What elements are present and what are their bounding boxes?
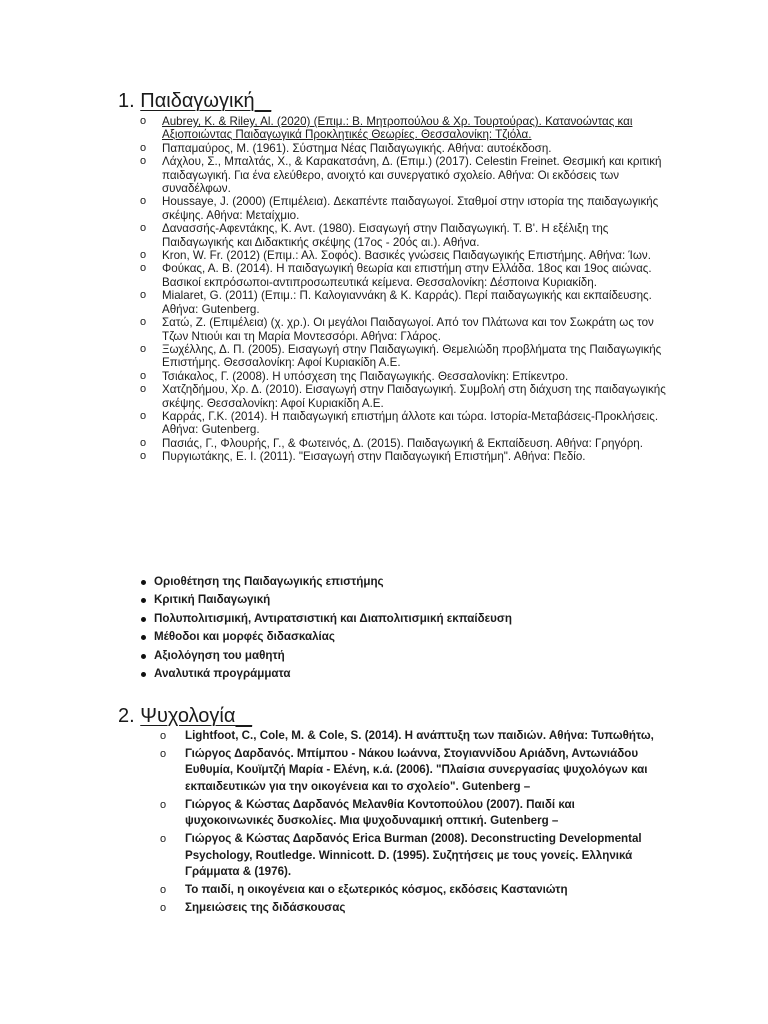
pedagogy-references-list bbox=[140, 115, 680, 464]
reference-item: o Φούκας, Α. Β. (2014). Η παιδαγωγική θεωρία και επιστήμη στην Ελλάδα. 18ος και 19ος αιώνας. Βασικοί εκπρόσωποι-αντιπροσωπευτικά κείμενα. Θεσσαλονίκη: Δέσποινα Κυριακίδη. bbox=[140, 262, 680, 289]
section-heading-psychology bbox=[118, 705, 252, 728]
reference-item: o Mialaret, G. (2011) (Επιμ.: Π. Καλογιαννάκη & Κ. Καρράς). Περί παιδαγωγικής και εκπαίδευσης. Αθήνα: Gutenberg. bbox=[140, 289, 680, 316]
topic-item: Πολυπολιτισμική, Αντιρατσιστική και Διαπολιτισμική εκπαίδευση bbox=[140, 610, 680, 628]
reference-item: o Lightfoot, C., Cole, M. & Cole, S. (2014). Η ανάπτυξη των παιδιών. Αθήνα: Τυπωθήτω, bbox=[160, 728, 660, 745]
reference-item: o Γιώργος Δαρδανός. Μπίμπου - Νάκου Ιωάννα, Στογιαννίδου Αριάδνη, Αντωνιάδου Ευθυμία, Κουϊμτζή Μαρία - Ελένη, κ.ά. (2006). "Πλαίσια συνεργασίας ψυχολόγων και εκπαιδευτικών για την οικογένεια και το σχολείο". Gutenberg – bbox=[160, 746, 660, 796]
reference-item: o Houssaye, J. (2000) (Επιμέλεια). Δεκαπέντε παιδαγωγοί. Σταθμοί στην ιστορία της παιδαγωγικής σκέψης. Αθήνα: Μεταίχμιο. bbox=[140, 195, 680, 222]
reference-item: o Χατζηδήμου, Χρ. Δ. (2010). Εισαγωγή στην Παιδαγωγική. Συμβολή στη διάχυση της παιδαγωγικής σκέψης. Θεσσαλονίκη: Αφοί Κυριακίδη Α.Ε. bbox=[140, 383, 680, 410]
topics-list bbox=[140, 573, 680, 683]
reference-item: o Καρράς, Γ.Κ. (2014). Η παιδαγωγική επιστήμη άλλοτε και τώρα. Ιστορία-Μεταβάσεις-Προκλήσεις. Αθήνα: Gutenberg. bbox=[140, 410, 680, 437]
reference-item: o Σημειώσεις της διδάσκουσας bbox=[160, 900, 660, 917]
reference-item: o Γιώργος & Κώστας Δαρδανός Μελανθία Κοντοπούλου (2007). Παιδί και ψυχοκοινωνικές δυσκολίες. Μια ψυχοδυναμική οπτική. Gutenberg – bbox=[160, 797, 660, 830]
section-title: Ψυχολογία bbox=[140, 705, 236, 727]
topic-item: Αναλυτικά προγράμματα bbox=[140, 665, 680, 683]
reference-item: o Το παιδί, η οικογένεια και ο εξωτερικός κόσμος, εκδόσεις Καστανιώτη bbox=[160, 882, 660, 899]
topic-item: Μέθοδοι και μορφές διδασκαλίας bbox=[140, 628, 680, 646]
topic-item: Οριοθέτηση της Παιδαγωγικής επιστήμης bbox=[140, 573, 680, 591]
topic-item: Κριτική Παιδαγωγική bbox=[140, 591, 680, 609]
reference-item: o Δανασσής-Αφεντάκης, Κ. Αντ. (1980). Εισαγωγή στην Παιδαγωγική. Τ. Β'. Η εξέλιξη της Παιδαγωγικής και Διδακτικής σκέψης (17ος - 20ός αι.). Αθήνα. bbox=[140, 222, 680, 249]
reference-item: o Τσιάκαλος, Γ. (2008). Η υπόσχεση της Παιδαγωγικής. Θεσσαλονίκη: Επίκεντρο. bbox=[140, 370, 680, 383]
psychology-references-list bbox=[160, 728, 660, 918]
reference-item: o Γιώργος & Κώστας Δαρδανός Erica Burman (2008). Deconstructing Developmental Psychology, Routledge. Winnicott. D. (1995). Συζητήσεις με τους γονείς. Ελληνικά Γράμματα & (1976). bbox=[160, 831, 660, 881]
section-number: 1. bbox=[118, 90, 135, 112]
section-title: Παιδαγωγική bbox=[140, 90, 255, 112]
reference-item: o Aubrey, K. & Riley, Al. (2020) (Επιμ.: Β. Μητροπούλου & Χρ. Τουρτούρας). Κατανοώντας και Αξιοποιώντας Παιδαγωγικά Προκλητικές Θεωρίες. Θεσσαλονίκη: Τζιόλα. bbox=[140, 115, 680, 142]
reference-item: o Σατώ, Ζ. (Επιμέλεια) (χ. χρ.). Οι μεγάλοι Παιδαγωγοί. Από τον Πλάτωνα και τον Σωκράτη ως τον Τζων Ντιούι και τη Μαρία Μοντεσσόρι. Αθήνα: Γλάρος. bbox=[140, 316, 680, 343]
section-heading-pedagogy bbox=[118, 90, 271, 113]
reference-item: o Λάχλου, Σ., Μπαλτάς, Χ., & Καρακατσάνη, Δ. (Επιμ.) (2017). Celestin Freinet. Θεσμική και κριτική παιδαγωγική. Για ένα ελεύθερο, ανοιχτό και συνεργατικό σχολείο. Αθήνα: Οι εκδόσεις των συναδέλφων. bbox=[140, 155, 680, 195]
reference-item: o Kron, W. Fr. (2012) (Επιμ.: Αλ. Σοφός). Βασικές γνώσεις Παιδαγωγικής Επιστήμης. Αθήνα: Ίων. bbox=[140, 249, 680, 262]
section-number: 2. bbox=[118, 705, 135, 727]
reference-item: o Πασιάς, Γ., Φλουρής, Γ., & Φωτεινός, Δ. (2015). Παιδαγωγική & Εκπαίδευση. Αθήνα: Γρηγόρη. bbox=[140, 437, 680, 450]
reference-item: o Πυργιωτάκης, Ε. Ι. (2011). "Εισαγωγή στην Παιδαγωγική Επιστήμη". Αθήνα: Πεδίο. bbox=[140, 450, 680, 463]
reference-item: o Παπαμαύρος, Μ. (1961). Σύστημα Νέας Παιδαγωγικής. Αθήνα: αυτοέκδοση. bbox=[140, 142, 680, 155]
topic-item: Αξιολόγηση του μαθητή bbox=[140, 647, 680, 665]
reference-item: o Ξωχέλλης, Δ. Π. (2005). Εισαγωγή στην Παιδαγωγική. Θεμελιώδη προβλήματα της Παιδαγωγικής Επιστήμης. Θεσσαλονίκη: Αφοί Κυριακίδη Α.Ε. bbox=[140, 343, 680, 370]
